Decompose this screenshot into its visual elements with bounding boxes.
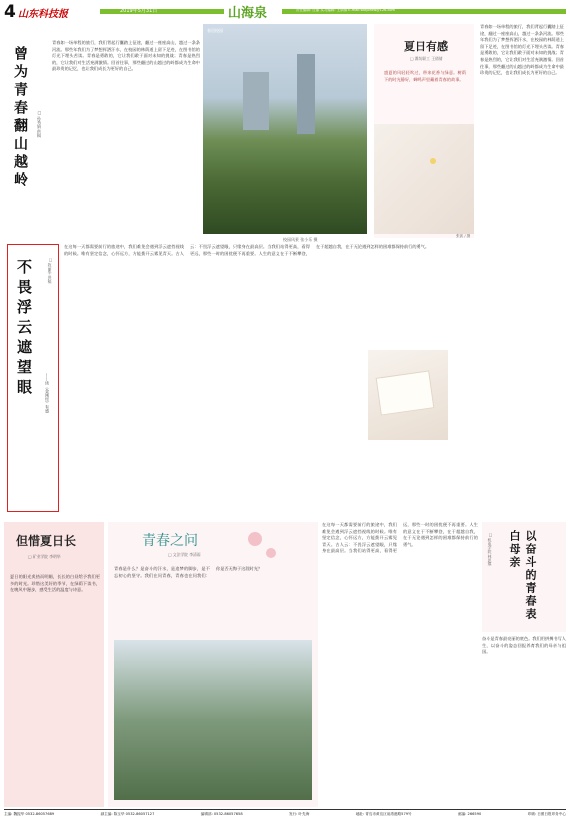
col5-body: 奋斗是青春最亮丽的底色。我们用拼搏书写人生，以奋斗的姿态回报养育我们的母亲与祖国。 — [482, 636, 566, 655]
header-info: 责任编辑: 任丽 实习编辑: 王倩倩 E-mail:sdkjbhtw@126.com — [296, 8, 395, 12]
photo-label: 春回校园 — [207, 28, 223, 33]
open-book — [376, 370, 435, 415]
bottom1-author: □ 矿业学院 李明华 — [28, 554, 61, 559]
flower-decoration — [266, 548, 276, 558]
section-title: 山海泉 — [228, 6, 268, 21]
right-column-text: 青春如一场单程的旅行，我们背起行囊踏上征途，翻过一座座高山，越过一条条河流。那些年我们为了梦想挥洒汗水，在校园的林荫道上留下足迹，在图书馆的灯光下埋头苦读。青春是勇敢的，它让我们敢于面对未知的挑战；青春是热烈的，它让我们对生活充满激情。回首往事，那些翻过的山越过的岭都成为生命中最珍贵的记忆，也让我们成长为更好的自己。 — [480, 24, 564, 76]
bottom1-title: 但惜夏日长 — [16, 534, 77, 548]
col5-title: 以奋斗的青春表白母亲 — [508, 530, 537, 621]
poem-caption: 张凯 / 摄 — [456, 234, 471, 238]
flower-decoration — [248, 532, 262, 546]
feature-title-box — [7, 244, 59, 512]
footer — [4, 809, 566, 818]
footer-item: 编辑部: 0532-86057658 — [200, 811, 243, 816]
article-title-column — [8, 40, 50, 240]
header-date: 2019年5月31日 — [120, 8, 158, 14]
building — [243, 72, 269, 130]
footer-item: 副主编: 陈玉华 0532-86057127 — [100, 811, 155, 816]
flower-bud — [430, 158, 436, 164]
footer-item: 发行: 叶先海 — [289, 811, 310, 816]
page-number: 4 — [4, 2, 16, 22]
footer-item: 地址: 青岛市黄岛区前湾港路579号 — [355, 811, 412, 816]
bottom2-photo — [114, 640, 312, 800]
poem-panel — [374, 24, 474, 238]
header — [4, 2, 566, 20]
header-bar-left — [100, 9, 224, 14]
bottom1-body: 夏日的阳光炙热而明媚，长长的白昼给予我们更多的时光。珍惜这美好的季节，在绿荫下读书，在晚风中漫步，感受生活的温度与诗意。 — [10, 574, 100, 593]
notebook-image — [368, 350, 448, 440]
bottom1-panel — [4, 522, 104, 807]
footer-item: 主编: 魏振华 0532-86057689 — [4, 811, 55, 816]
footer-item: 邮编: 266590 — [458, 811, 482, 816]
feature-subtitle: ——读《金刚经》有感 — [45, 373, 50, 413]
masthead: 山东科技报 — [18, 9, 68, 20]
feature-title: 不畏浮云遮望眼 — [15, 259, 33, 399]
bottom2-author: □ 文法学院 李清雨 — [168, 552, 201, 557]
poem-author: □ 潍坊职工 王倩倩 — [410, 56, 443, 61]
poem-text: 盛夏的风轻轻吹过，带来花香与绿意。树荫下的时光静好，蝉鸣声里藏着青春的故事。 — [384, 70, 466, 82]
article-body: 青春如一场单程的旅行，我们背起行囊踏上征途，翻过一座座高山，越过一条条河流。那些年我们为了梦想挥洒汗水，在校园的林荫道上留下足迹，在图书馆的灯光下埋头苦读。青春是勇敢的，它让我们敢于面对未知的挑战；青春是热烈的，它让我们对生活充满激情。回首往事，那些翻过的山越过的岭都成为生命中最珍贵的记忆，也让我们成长为更好的自己。 — [52, 40, 200, 72]
building — [297, 54, 315, 134]
article-title: 曾为青春翻山越岭 — [12, 46, 28, 190]
feature-author: □ 陈丽华 供稿 — [48, 257, 53, 284]
photo-caption: 校园风景 张小乐 摄 — [283, 237, 318, 242]
bottom-section — [4, 522, 478, 807]
col5-title-box — [482, 522, 566, 632]
article-author: □ 孙秀娟 供稿 — [37, 110, 42, 138]
bottom2-title: 青春之问 — [142, 533, 198, 549]
footer-item: 印刷: 日照日报印务中心 — [527, 811, 566, 816]
feature-body: 在这每一天都需要前行的旅途中，我们难免会遇到浮云遮挡视线的时候。唯有坚定信念，心怀远方，方能拨开云雾见青天。古人云：不畏浮云遮望眼，只缘身在最高层。当我们站得更高，看得更远，那些一时的困扰便不再重要。人生的意义在于不断攀登，在于超越自我，在于无论遇到怎样的困难都保持前行的勇气。 — [64, 244, 430, 256]
bottom2-body: 青春是什么？是奋斗的汗水，是追梦的脚步，是不忘初心的坚守。我们在问青春，青春也在问我们：你是否无悔于这段时光？ — [114, 566, 263, 578]
bottom-mid-text: 在这每一天都需要前行的旅途中，我们难免会遇到浮云遮挡视线的时候。唯有坚定信念，心怀远方，方能拨开云雾见青天。古人云：不畏浮云遮望眼，只缘身在最高层。当我们站得更高，看得更远，那些一时的困扰便不再重要。人生的意义在于不断攀登，在于超越自我，在于无论遇到怎样的困难都保持前行的勇气。 — [322, 522, 478, 554]
col5 — [482, 522, 566, 807]
bottom2-panel — [108, 522, 318, 807]
campus-photo — [203, 24, 367, 234]
poem-title: 夏日有感 — [404, 40, 448, 53]
col5-author: □ 机电学院 林思琪 — [488, 532, 493, 567]
flower-image — [374, 124, 474, 234]
